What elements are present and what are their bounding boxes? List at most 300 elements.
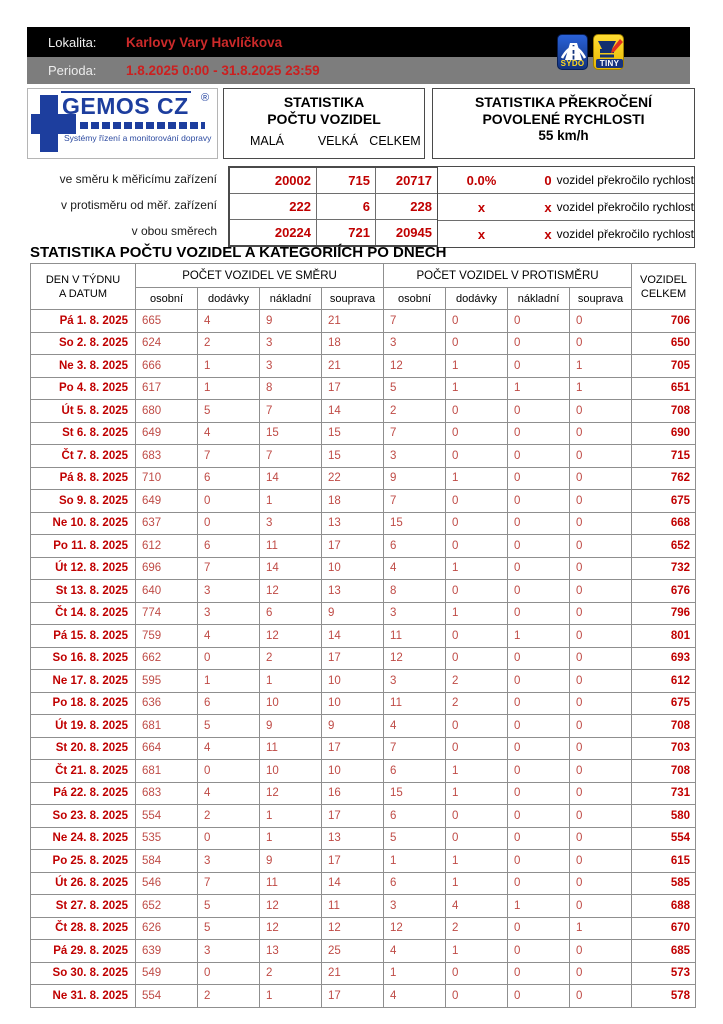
- subheader-nakladni: nákladní: [508, 288, 570, 310]
- opp-dodavky-cell: 0: [446, 737, 508, 760]
- daily-total-cell: 703: [632, 737, 696, 760]
- dir-souprava-cell: 12: [322, 917, 384, 940]
- table-row: [31, 512, 696, 535]
- count-celkem-cell: 228: [376, 194, 439, 220]
- opp-nakladni-cell: 0: [508, 332, 570, 355]
- table-row: [31, 715, 696, 738]
- day-date-cell: Čt 28. 8. 2025: [31, 917, 136, 940]
- day-date-cell: So 30. 8. 2025: [31, 962, 136, 985]
- opp-osobni-cell: 15: [384, 782, 446, 805]
- dir-nakladni-cell: 9: [260, 850, 322, 873]
- opp-souprava-cell: 0: [570, 760, 632, 783]
- dir-dodavky-cell: 4: [198, 737, 260, 760]
- dir-nakladni-cell: 8: [260, 377, 322, 400]
- opp-nakladni-cell: 0: [508, 782, 570, 805]
- opp-dodavky-cell: 4: [446, 895, 508, 918]
- opp-nakladni-cell: 0: [508, 827, 570, 850]
- count-mala-cell: 20002: [229, 167, 317, 194]
- day-date-cell: Čt 14. 8. 2025: [31, 602, 136, 625]
- dir-dodavky-cell: 7: [198, 445, 260, 468]
- opp-nakladni-cell: 0: [508, 535, 570, 558]
- dir-nakladni-cell: 14: [260, 557, 322, 580]
- opp-osobni-cell: 11: [384, 692, 446, 715]
- day-date-header: [31, 264, 136, 310]
- opp-nakladni-cell: 0: [508, 917, 570, 940]
- dir-dodavky-cell: 0: [198, 760, 260, 783]
- vehicle-count-title-line2: POČTU VOZIDEL: [267, 111, 381, 127]
- opp-dodavky-cell: 2: [446, 917, 508, 940]
- speed-summary-row: [438, 194, 694, 221]
- total-header-line2: CELKEM: [640, 287, 687, 300]
- dir-souprava-cell: 22: [322, 467, 384, 490]
- dir-souprava-cell: 21: [322, 355, 384, 378]
- opp-souprava-cell: 0: [570, 557, 632, 580]
- dir-souprava-cell: 17: [322, 377, 384, 400]
- opp-souprava-cell: 1: [570, 377, 632, 400]
- dir-osobni-cell: 546: [136, 872, 198, 895]
- opp-souprava-cell: 0: [570, 625, 632, 648]
- table-row: [31, 782, 696, 805]
- dir-osobni-cell: 683: [136, 445, 198, 468]
- opp-souprava-cell: 0: [570, 737, 632, 760]
- dir-dodavky-cell: 3: [198, 580, 260, 603]
- daily-total-cell: 652: [632, 535, 696, 558]
- opp-osobni-cell: 2: [384, 400, 446, 423]
- tiny-app-icon: [593, 34, 624, 70]
- dir-osobni-cell: 617: [136, 377, 198, 400]
- opp-nakladni-cell: 0: [508, 400, 570, 423]
- dir-souprava-cell: 13: [322, 512, 384, 535]
- opp-nakladni-cell: 0: [508, 715, 570, 738]
- gemos-logo: [27, 88, 218, 159]
- dir-osobni-cell: 683: [136, 782, 198, 805]
- opp-dodavky-cell: 0: [446, 332, 508, 355]
- summary-counts-row: [229, 194, 438, 220]
- opp-osobni-cell: 11: [384, 625, 446, 648]
- count-celkem-cell: 20945: [376, 220, 439, 247]
- opp-osobni-cell: 12: [384, 917, 446, 940]
- dir-souprava-cell: 21: [322, 310, 384, 333]
- dir-osobni-cell: 774: [136, 602, 198, 625]
- daily-total-cell: 705: [632, 355, 696, 378]
- dir-nakladni-cell: 12: [260, 895, 322, 918]
- dir-nakladni-cell: 1: [260, 670, 322, 693]
- day-date-cell: Ne 31. 8. 2025: [31, 985, 136, 1008]
- opp-souprava-cell: 0: [570, 400, 632, 423]
- count-velka-cell: 6: [317, 194, 376, 220]
- dir-souprava-cell: 15: [322, 445, 384, 468]
- dir-souprava-cell: 15: [322, 422, 384, 445]
- dir-nakladni-cell: 10: [260, 760, 322, 783]
- dir-dodavky-cell: 5: [198, 715, 260, 738]
- dir-osobni-cell: 696: [136, 557, 198, 580]
- opp-osobni-cell: 4: [384, 940, 446, 963]
- opp-dodavky-cell: 0: [446, 422, 508, 445]
- daily-table-body: [31, 310, 696, 1008]
- subheader-osobni: osobní: [384, 288, 446, 310]
- summary-label-both: v obou směrech: [131, 224, 217, 238]
- dir-osobni-cell: 535: [136, 827, 198, 850]
- dir-nakladni-cell: 1: [260, 985, 322, 1008]
- opp-nakladni-cell: 0: [508, 647, 570, 670]
- dir-souprava-cell: 17: [322, 647, 384, 670]
- dir-nakladni-cell: 3: [260, 355, 322, 378]
- dir-osobni-cell: 554: [136, 985, 198, 1008]
- registered-mark: ®: [201, 92, 210, 104]
- daily-total-cell: 585: [632, 872, 696, 895]
- opp-nakladni-cell: 1: [508, 895, 570, 918]
- opp-souprava-cell: 0: [570, 985, 632, 1008]
- subheader-osobni: osobní: [136, 288, 198, 310]
- dir-dodavky-cell: 2: [198, 985, 260, 1008]
- table-row: [31, 737, 696, 760]
- daily-total-cell: 554: [632, 827, 696, 850]
- dir-nakladni-cell: 1: [260, 490, 322, 513]
- opp-souprava-cell: 0: [570, 940, 632, 963]
- dir-osobni-cell: 637: [136, 512, 198, 535]
- daily-total-cell: 651: [632, 377, 696, 400]
- dir-nakladni-cell: 12: [260, 917, 322, 940]
- daily-total-cell: 685: [632, 940, 696, 963]
- subheader-dodavky: dodávky: [198, 288, 260, 310]
- opp-souprava-cell: 1: [570, 917, 632, 940]
- opp-osobni-cell: 7: [384, 422, 446, 445]
- opp-nakladni-cell: 0: [508, 760, 570, 783]
- opp-osobni-cell: 6: [384, 805, 446, 828]
- table-row: [31, 445, 696, 468]
- table-row: [31, 895, 696, 918]
- dir-souprava-cell: 25: [322, 940, 384, 963]
- day-date-cell: Pá 8. 8. 2025: [31, 467, 136, 490]
- daily-total-cell: 708: [632, 400, 696, 423]
- dir-nakladni-cell: 9: [260, 715, 322, 738]
- dir-nakladni-cell: 1: [260, 827, 322, 850]
- dir-souprava-cell: 21: [322, 962, 384, 985]
- dir-osobni-cell: 595: [136, 670, 198, 693]
- day-date-cell: St 27. 8. 2025: [31, 895, 136, 918]
- opp-osobni-cell: 3: [384, 332, 446, 355]
- dir-souprava-cell: 17: [322, 535, 384, 558]
- opp-souprava-cell: 0: [570, 962, 632, 985]
- day-date-cell: Po 18. 8. 2025: [31, 692, 136, 715]
- opp-nakladni-cell: 0: [508, 940, 570, 963]
- opp-souprava-cell: 0: [570, 805, 632, 828]
- subheader-souprava: souprava: [322, 288, 384, 310]
- dir-dodavky-cell: 0: [198, 827, 260, 850]
- dir-souprava-cell: 13: [322, 580, 384, 603]
- opp-souprava-cell: 0: [570, 872, 632, 895]
- dir-dodavky-cell: 4: [198, 422, 260, 445]
- opp-souprava-cell: 0: [570, 850, 632, 873]
- opp-osobni-cell: 3: [384, 670, 446, 693]
- opp-nakladni-cell: 0: [508, 422, 570, 445]
- dir-dodavky-cell: 0: [198, 490, 260, 513]
- dir-osobni-cell: 549: [136, 962, 198, 985]
- dir-dodavky-cell: 0: [198, 647, 260, 670]
- opp-osobni-cell: 6: [384, 535, 446, 558]
- summary-label-opposite: v protisměru od měř. zařízení: [60, 198, 217, 212]
- sydo-app-icon: [557, 34, 588, 70]
- perioda-value: 1.8.2025 0:00 - 31.8.2025 23:59: [126, 63, 320, 78]
- day-date-cell: Ne 17. 8. 2025: [31, 670, 136, 693]
- opp-osobni-cell: 12: [384, 355, 446, 378]
- opp-nakladni-cell: 0: [508, 557, 570, 580]
- daily-total-cell: 796: [632, 602, 696, 625]
- opp-dodavky-cell: 1: [446, 760, 508, 783]
- dir-dodavky-cell: 1: [198, 355, 260, 378]
- direction-group-header: POČET VOZIDEL VE SMĚRU: [136, 264, 384, 288]
- gemos-tagline: Systémy řízení a monitorování dopravy: [64, 133, 212, 143]
- vehicle-count-title-line1: STATISTIKA: [283, 94, 365, 110]
- opp-dodavky-cell: 2: [446, 670, 508, 693]
- subheader-souprava: souprava: [570, 288, 632, 310]
- dir-souprava-cell: 18: [322, 332, 384, 355]
- opp-nakladni-cell: 1: [508, 625, 570, 648]
- opp-dodavky-cell: 2: [446, 692, 508, 715]
- opp-souprava-cell: 0: [570, 490, 632, 513]
- dir-nakladni-cell: 9: [260, 310, 322, 333]
- opp-souprava-cell: 0: [570, 332, 632, 355]
- day-date-cell: St 13. 8. 2025: [31, 580, 136, 603]
- summary-counts-table: [228, 166, 439, 247]
- daily-total-cell: 708: [632, 760, 696, 783]
- dir-souprava-cell: 14: [322, 872, 384, 895]
- table-row: [31, 467, 696, 490]
- dir-souprava-cell: 10: [322, 670, 384, 693]
- dir-osobni-cell: 584: [136, 850, 198, 873]
- gemos-dash-line: [80, 122, 205, 129]
- table-row: [31, 332, 696, 355]
- day-date-cell: So 9. 8. 2025: [31, 490, 136, 513]
- table-row: [31, 940, 696, 963]
- table-row: [31, 377, 696, 400]
- lokalita-value: Karlovy Vary Havlíčkova: [126, 34, 283, 50]
- dir-nakladni-cell: 6: [260, 602, 322, 625]
- dir-dodavky-cell: 1: [198, 377, 260, 400]
- table-row: [31, 490, 696, 513]
- perioda-bar: [27, 57, 690, 84]
- opp-nakladni-cell: 0: [508, 602, 570, 625]
- opp-dodavky-cell: 1: [446, 557, 508, 580]
- speed-percent: x: [477, 226, 486, 242]
- dir-osobni-cell: 664: [136, 737, 198, 760]
- dir-osobni-cell: 626: [136, 917, 198, 940]
- dir-osobni-cell: 681: [136, 715, 198, 738]
- table-row: [31, 692, 696, 715]
- opp-dodavky-cell: 0: [446, 625, 508, 648]
- daily-total-cell: 762: [632, 467, 696, 490]
- table-row: [31, 355, 696, 378]
- day-date-cell: Pá 15. 8. 2025: [31, 625, 136, 648]
- col-header-velka: VELKÁ: [317, 134, 359, 148]
- day-date-cell: Ne 10. 8. 2025: [31, 512, 136, 535]
- tiny-label: TINY: [596, 59, 623, 68]
- dir-dodavky-cell: 7: [198, 557, 260, 580]
- opp-souprava-cell: 0: [570, 692, 632, 715]
- opp-osobni-cell: 15: [384, 512, 446, 535]
- day-date-cell: Čt 7. 8. 2025: [31, 445, 136, 468]
- dir-dodavky-cell: 7: [198, 872, 260, 895]
- dir-nakladni-cell: 3: [260, 512, 322, 535]
- opp-nakladni-cell: 0: [508, 850, 570, 873]
- dir-osobni-cell: 649: [136, 422, 198, 445]
- opp-osobni-cell: 9: [384, 467, 446, 490]
- dir-nakladni-cell: 13: [260, 940, 322, 963]
- dir-osobni-cell: 639: [136, 940, 198, 963]
- speed-suffix: vozidel překročilo rychlost: [556, 227, 694, 241]
- opp-dodavky-cell: 1: [446, 782, 508, 805]
- opp-nakladni-cell: 1: [508, 377, 570, 400]
- table-row: [31, 985, 696, 1008]
- opp-osobni-cell: 4: [384, 715, 446, 738]
- day-date-cell: So 2. 8. 2025: [31, 332, 136, 355]
- opp-dodavky-cell: 0: [446, 512, 508, 535]
- daily-total-cell: 801: [632, 625, 696, 648]
- opp-souprava-cell: 0: [570, 310, 632, 333]
- opp-dodavky-cell: 0: [446, 647, 508, 670]
- opp-souprava-cell: 0: [570, 782, 632, 805]
- opp-dodavky-cell: 0: [446, 962, 508, 985]
- opp-dodavky-cell: 1: [446, 872, 508, 895]
- opp-dodavky-cell: 0: [446, 715, 508, 738]
- perioda-label: Perioda:: [48, 63, 97, 78]
- dir-souprava-cell: 10: [322, 557, 384, 580]
- opp-nakladni-cell: 0: [508, 580, 570, 603]
- tiny-pencil-icon: [594, 36, 625, 61]
- dir-nakladni-cell: 3: [260, 332, 322, 355]
- day-date-cell: Út 19. 8. 2025: [31, 715, 136, 738]
- opp-souprava-cell: 0: [570, 827, 632, 850]
- daily-total-cell: 706: [632, 310, 696, 333]
- opp-osobni-cell: 1: [384, 962, 446, 985]
- dir-nakladni-cell: 12: [260, 782, 322, 805]
- opp-nakladni-cell: 0: [508, 985, 570, 1008]
- dir-dodavky-cell: 5: [198, 400, 260, 423]
- opp-nakladni-cell: 0: [508, 872, 570, 895]
- day-date-cell: So 16. 8. 2025: [31, 647, 136, 670]
- day-date-cell: Čt 21. 8. 2025: [31, 760, 136, 783]
- opp-dodavky-cell: 0: [446, 310, 508, 333]
- dir-nakladni-cell: 14: [260, 467, 322, 490]
- daily-total-cell: 573: [632, 962, 696, 985]
- sydo-label: SYDO: [560, 59, 585, 68]
- dir-souprava-cell: 14: [322, 625, 384, 648]
- dir-dodavky-cell: 2: [198, 332, 260, 355]
- opp-dodavky-cell: 1: [446, 377, 508, 400]
- dir-nakladni-cell: 15: [260, 422, 322, 445]
- dir-souprava-cell: 17: [322, 850, 384, 873]
- gemos-logo-text: GEMOS CZ: [62, 93, 189, 119]
- table-row: [31, 602, 696, 625]
- dir-souprava-cell: 9: [322, 715, 384, 738]
- dir-nakladni-cell: 12: [260, 625, 322, 648]
- table-row: [31, 580, 696, 603]
- opp-dodavky-cell: 1: [446, 602, 508, 625]
- day-date-header-line2: A DATUM: [58, 287, 108, 300]
- opp-dodavky-cell: 1: [446, 467, 508, 490]
- day-date-cell: Po 25. 8. 2025: [31, 850, 136, 873]
- day-date-cell: Pá 29. 8. 2025: [31, 940, 136, 963]
- opp-dodavky-cell: 0: [446, 490, 508, 513]
- day-date-cell: Ne 24. 8. 2025: [31, 827, 136, 850]
- opp-dodavky-cell: 0: [446, 400, 508, 423]
- opp-nakladni-cell: 0: [508, 692, 570, 715]
- dir-osobni-cell: 554: [136, 805, 198, 828]
- dir-osobni-cell: 665: [136, 310, 198, 333]
- table-row: [31, 827, 696, 850]
- dir-nakladni-cell: 10: [260, 692, 322, 715]
- opposite-group-header: POČET VOZIDEL V PROTISMĚRU: [384, 264, 632, 288]
- dir-osobni-cell: 759: [136, 625, 198, 648]
- table-row: [31, 760, 696, 783]
- opp-nakladni-cell: 0: [508, 670, 570, 693]
- opp-nakladni-cell: 0: [508, 310, 570, 333]
- daily-total-cell: 612: [632, 670, 696, 693]
- opp-nakladni-cell: 0: [508, 467, 570, 490]
- table-row: [31, 850, 696, 873]
- dir-osobni-cell: 636: [136, 692, 198, 715]
- daily-total-cell: 650: [632, 332, 696, 355]
- daily-total-cell: 676: [632, 580, 696, 603]
- vehicle-count-column-headers: [224, 134, 424, 148]
- table-row: [31, 535, 696, 558]
- dir-osobni-cell: 640: [136, 580, 198, 603]
- opp-souprava-cell: 0: [570, 670, 632, 693]
- opp-souprava-cell: 0: [570, 422, 632, 445]
- table-row: [31, 400, 696, 423]
- lokalita-label: Lokalita:: [48, 34, 97, 50]
- dir-dodavky-cell: 4: [198, 782, 260, 805]
- opp-osobni-cell: 4: [384, 985, 446, 1008]
- count-mala-cell: 20224: [229, 220, 317, 247]
- daily-total-cell: 668: [632, 512, 696, 535]
- day-date-cell: Pá 22. 8. 2025: [31, 782, 136, 805]
- table-row: [31, 422, 696, 445]
- opp-souprava-cell: 0: [570, 895, 632, 918]
- total-header-line1: VOZIDEL: [639, 273, 688, 286]
- speed-limit-value: 55 km/h: [538, 128, 589, 143]
- opp-osobni-cell: 5: [384, 827, 446, 850]
- opp-dodavky-cell: 0: [446, 805, 508, 828]
- dir-osobni-cell: 652: [136, 895, 198, 918]
- opp-osobni-cell: 7: [384, 737, 446, 760]
- dir-souprava-cell: 10: [322, 760, 384, 783]
- dir-souprava-cell: 10: [322, 692, 384, 715]
- table-row: [31, 917, 696, 940]
- count-celkem-cell: 20717: [376, 167, 439, 194]
- dir-dodavky-cell: 4: [198, 310, 260, 333]
- speed-count: x: [544, 226, 552, 242]
- opp-souprava-cell: 1: [570, 355, 632, 378]
- sydo-road-bridge-icon: [558, 36, 589, 61]
- daily-total-cell: 675: [632, 692, 696, 715]
- opp-osobni-cell: 3: [384, 445, 446, 468]
- opp-dodavky-cell: 0: [446, 985, 508, 1008]
- dir-dodavky-cell: 1: [198, 670, 260, 693]
- summary-label-direction: ve směru k měřicímu zařízení: [59, 172, 217, 186]
- dir-dodavky-cell: 0: [198, 512, 260, 535]
- opp-osobni-cell: 8: [384, 580, 446, 603]
- dir-dodavky-cell: 0: [198, 962, 260, 985]
- table-row: [31, 805, 696, 828]
- speed-summary-box: [437, 166, 695, 248]
- day-date-cell: St 6. 8. 2025: [31, 422, 136, 445]
- dir-nakladni-cell: 11: [260, 872, 322, 895]
- daily-total-cell: 578: [632, 985, 696, 1008]
- daily-total-cell: 708: [632, 715, 696, 738]
- speed-summary-row: [438, 167, 694, 194]
- opp-nakladni-cell: 0: [508, 737, 570, 760]
